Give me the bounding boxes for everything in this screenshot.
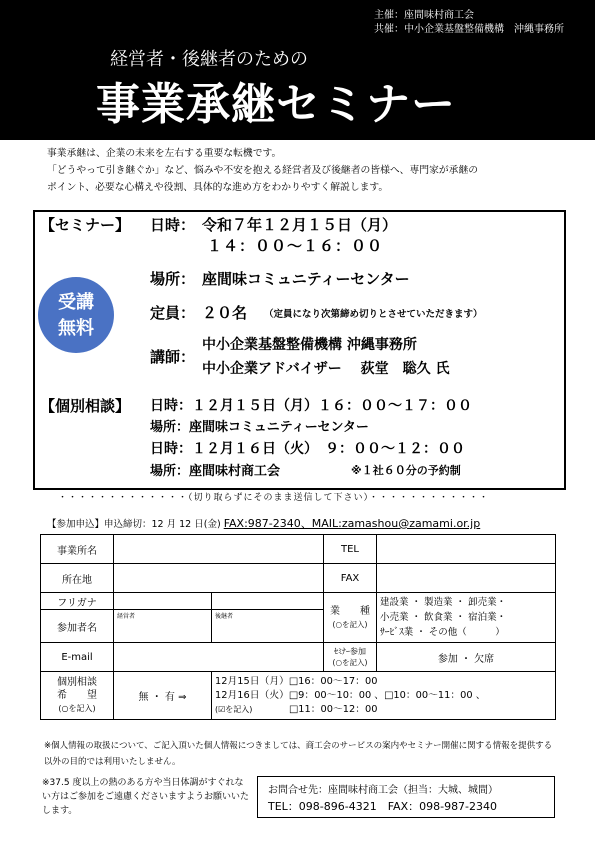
- attendee-label: 参加者名: [41, 610, 114, 643]
- seminar-attend-note: (○を記入): [332, 658, 368, 667]
- consult-request-label: [41, 672, 114, 720]
- consult-request-note: (○を記入): [58, 704, 96, 713]
- cohost-text: 共催：中小企業基盤整備機構 沖縄事務所: [374, 24, 564, 35]
- manager-hint: 経営者: [117, 613, 136, 620]
- seminar-capacity-note: （定員になり次第締め切りとさせていただきます）: [264, 309, 483, 320]
- consult-slot-1[interactable]: 12月15日（月）□16：00〜17：00: [215, 675, 378, 687]
- fax-field[interactable]: [377, 564, 556, 593]
- seminar-attend-options[interactable]: 参加 ・ 欠席: [377, 643, 556, 672]
- furigana-field-successor[interactable]: [212, 593, 324, 610]
- contact-line-1: お問合せ先：座間味村商工会（担当：大城、城間）: [268, 785, 498, 796]
- consult-request-text-1: 個別相談: [57, 677, 97, 688]
- consult-reservation-note: ※１社６０分の予約制: [351, 464, 461, 477]
- consult-section-label: 【個別相談】: [40, 397, 131, 415]
- page-title: 事業承継セミナー: [96, 79, 456, 130]
- health-note: ※37.5 度以上の熱のある方や当日体調がすぐれない方はご参加をご遠慮くださいますようお願いいたします。: [42, 778, 250, 816]
- tel-field[interactable]: [377, 535, 556, 564]
- consult-slot-2[interactable]: 12月16日（火）□9：00〜10：00 、□10：00〜11：00 、: [215, 689, 486, 701]
- tel-label: TEL: [324, 535, 377, 564]
- industry-label: [324, 593, 377, 643]
- seminar-lecturer-label: 講師：: [150, 348, 196, 366]
- attendee-field-successor[interactable]: [212, 610, 324, 643]
- seminar-time: １４：００〜１６：００: [207, 237, 384, 255]
- industry-options-row-1: 建設業 ・ 製造業 ・ 卸売業・: [380, 597, 507, 608]
- apply-contact: FAX:987-2340、MAIL:zamashou@zamami.or.jp: [223, 517, 481, 530]
- consult-date-1: 日時：１２月１５日（月）１６：００〜１７：００: [150, 398, 472, 414]
- seminar-attend-label: [324, 643, 377, 672]
- email-label: E-mail: [41, 643, 114, 672]
- seminar-capacity: ２０名: [202, 304, 248, 322]
- consult-slot-3[interactable]: □11：00〜12：00: [289, 703, 378, 715]
- consult-place-2: 場所：座間味村商工会: [150, 464, 281, 479]
- fax-label: FAX: [324, 564, 377, 593]
- successor-hint: 後継者: [215, 613, 234, 620]
- industry-options-row-3: ｻｰﾋﾞｽ業 ・ その他（ ）: [380, 627, 505, 638]
- consult-place-1: 場所：座間味コミュニティーセンター: [150, 420, 369, 435]
- consult-slot-note: (☑を記入): [215, 704, 253, 714]
- apply-deadline: 【参加申込】申込締切：12 月 12 日(金): [47, 519, 221, 530]
- seminar-place: 座間味コミュニティーセンター: [202, 270, 410, 288]
- address-field[interactable]: [114, 564, 324, 593]
- contact-line-2: TEL：098-896-4321 FAX：098-987-2340: [268, 800, 498, 813]
- consult-slots[interactable]: [212, 672, 556, 720]
- subtitle: 経営者・後継者のための: [110, 49, 308, 70]
- industry-options[interactable]: [377, 593, 556, 643]
- badge-line-1: 受講: [58, 292, 94, 313]
- company-label: 事業所名: [41, 535, 114, 564]
- consult-slot-3-row: [215, 703, 552, 717]
- application-form: [40, 534, 556, 720]
- intro-line-3: ポイント、必要な心構えや役割、具体的な進め方をわかりやすく解説します。: [47, 182, 389, 193]
- seminar-capacity-label: 定員：: [150, 304, 196, 322]
- address-label: 所在地: [41, 564, 114, 593]
- seminar-date-label: 日時：: [150, 216, 196, 234]
- company-field[interactable]: [114, 535, 324, 564]
- seminar-section-label: 【セミナー】: [40, 216, 131, 234]
- industry-label-text: 業 種: [330, 605, 370, 617]
- furigana-label: フリガナ: [41, 593, 114, 610]
- cut-line: ・・・・・・・・・・・・・（切り取らずにそのまま送信して下さい）・・・・・・・・・・・・: [58, 493, 490, 503]
- consult-request-text-2: 希 望: [57, 690, 97, 701]
- industry-note: (○を記入): [332, 619, 368, 629]
- seminar-date: 令和７年１２月１５日（月）: [202, 216, 398, 234]
- furigana-field-manager[interactable]: [114, 593, 212, 610]
- lecturer-organization: 中小企業基盤整備機構 沖縄事務所: [202, 337, 417, 353]
- badge-line-2: 無料: [58, 318, 94, 339]
- intro-line-1: 事業承継は、企業の未来を左右する重要な転機です。: [47, 148, 282, 159]
- intro-line-2: 「どうやって引き継ぐか」など、悩みや不安を抱える経営者及び後継者の皆様へ、専門家が承継の: [47, 165, 479, 176]
- apply-info: [47, 515, 480, 531]
- lecturer-name: 中小企業アドバイザー 荻堂 聡久 氏: [202, 361, 450, 377]
- seminar-attend-text: ｾﾐﾅｰ参加: [334, 647, 366, 656]
- privacy-note: ※個人情報の取扱について、ご記入頂いた個人情報につきましては、商工会のサービスの案内やセミナー開催に関する情報を提供する以外の目的では利用いたしません。: [44, 741, 553, 767]
- consult-choice[interactable]: 無 ・ 有 ⇒: [114, 672, 212, 720]
- email-field[interactable]: [114, 643, 324, 672]
- consult-date-2: 日時：１２月１６日（火） ９：００〜１２：００: [150, 441, 465, 457]
- contact-box: [257, 776, 555, 818]
- industry-options-row-2: 小売業 ・ 飲食業 ・ 宿泊業・: [380, 612, 507, 623]
- free-badge: [38, 277, 114, 353]
- host-text: 主催：座間味村商工会: [374, 10, 474, 21]
- attendee-field-manager[interactable]: [114, 610, 212, 643]
- organizer-info: [374, 9, 564, 37]
- seminar-place-label: 場所：: [150, 270, 196, 288]
